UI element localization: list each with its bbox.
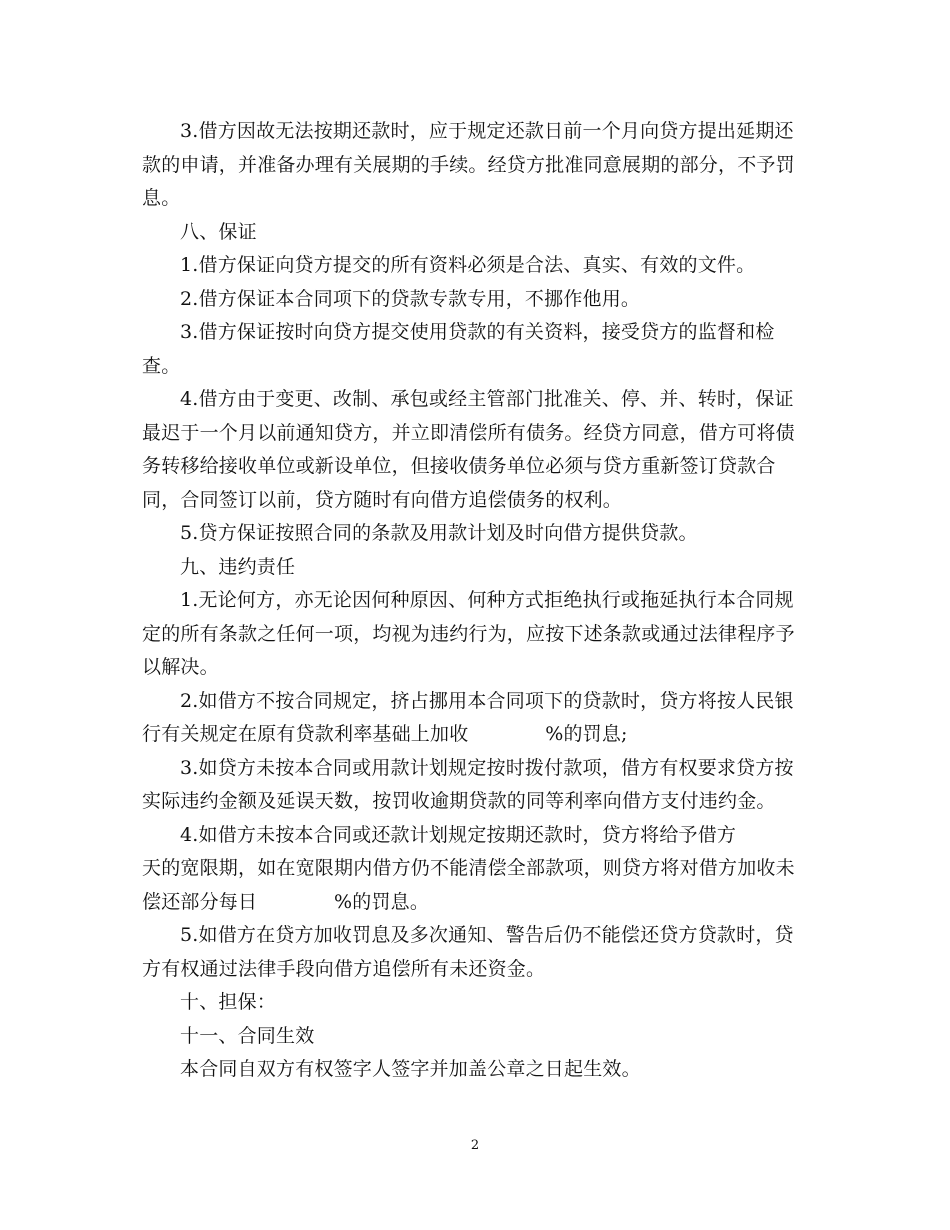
paragraph-clause-8-2: 2.借方保证本合同项下的贷款专款专用，不挪作他用。 bbox=[180, 287, 641, 310]
paragraph-clause-9-4: 4.如借方未按本合同或还款计划规定按期还款时，贷方将给予借方 天的宽限期，如在宽限期内借方仍不能清偿全部款项，则贷方将对借方加收未偿还部分每日 %的罚息。 bbox=[142, 823, 795, 913]
section-heading-security: 十、担保： bbox=[180, 991, 277, 1013]
paragraph-clause-8-1: 1.借方保证向贷方提交的所有资料必须是合法、真实、有效的文件。 bbox=[180, 254, 756, 276]
paragraph-effective-clause: 本合同自双方有权签字人签字并加盖公章之日起生效。 bbox=[180, 1058, 641, 1080]
document-body bbox=[142, 115, 812, 1087]
paragraph-clause-9-3: 3.如贷方未按本合同或用款计划规定按时拨付款项，借方有权要求贷方按实际违约金额及延误天数，按罚收逾期贷款的同等利率向借方支付违约金。 bbox=[142, 756, 794, 812]
section-heading-effectiveness: 十一、合同生效 bbox=[180, 1024, 315, 1047]
paragraph-clause-9-5: 5.如借方在贷方加收罚息及多次通知、警告后仍不能偿还贷方贷款时，贷方有权通过法律手段向借方追偿所有未还资金。 bbox=[142, 924, 794, 980]
section-heading-liability: 九、违约责任 bbox=[180, 555, 296, 578]
paragraph-clause-7-3: 3.借方因故无法按期还款时，应于规定还款日前一个月向贷方提出延期还款的申请，并准备办理有关展期的手续。经贷方批准同意展期的部分，不予罚息。 bbox=[142, 120, 795, 209]
page-number: 2 bbox=[470, 1138, 480, 1153]
section-heading-guarantee: 八、保证 bbox=[180, 220, 257, 243]
paragraph-clause-8-5: 5.贷方保证按照合同的条款及用款计划及时向借方提供贷款。 bbox=[180, 522, 698, 544]
paragraph-clause-8-3: 3.借方保证按时向贷方提交使用贷款的有关资料，接受贷方的监督和检查。 bbox=[142, 321, 775, 377]
paragraph-clause-9-1: 1.无论何方，亦无论因何种原因、何种方式拒绝执行或拖延执行本合同规定的所有条款之任何一项，均视为违约行为，应按下述条款或通过法律程序予以解决。 bbox=[142, 589, 795, 678]
paragraph-clause-9-2: 2.如借方不按合同规定，挤占挪用本合同项下的贷款时，贷方将按人民银行有关规定在原有贷款利率基础上加收 %的罚息; bbox=[142, 689, 794, 745]
paragraph-clause-8-4: 4.借方由于变更、改制、承包或经主管部门批准关、停、并、转时，保证最迟于一个月以前通知贷方，并立即清偿所有债务。经贷方同意，借方可将债务转移给接收单位或新设单位，但接收债务单位必须与贷方重新签订贷款合同，合同签订以前，贷方随时有向借方追偿债务的权利。 bbox=[142, 388, 795, 511]
